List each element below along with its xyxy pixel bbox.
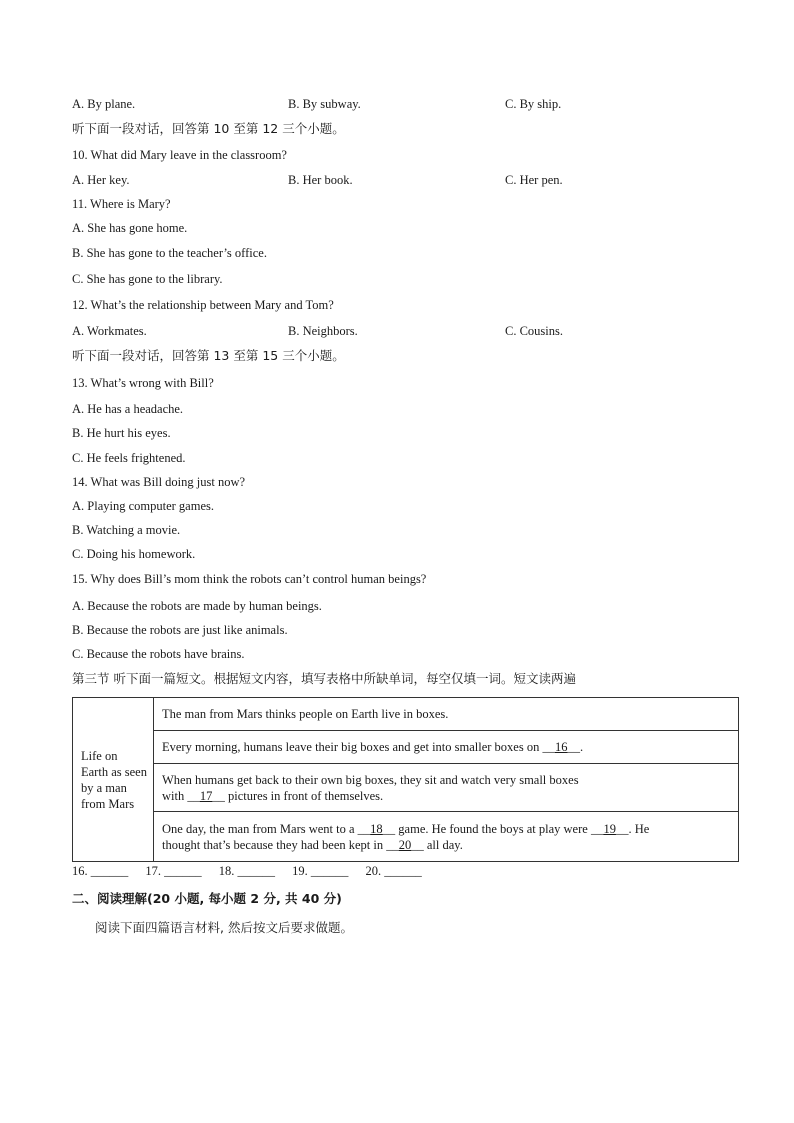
row-4-line-1: One day, the man from Mars went to a __18__ game. He found the boys at play were __19__. He <box>162 821 650 836</box>
question-13: 13. What’s wrong with Bill? <box>72 376 214 390</box>
blank-18[interactable]: 18 <box>370 821 383 836</box>
answer-19[interactable]: 19. ______ <box>292 864 349 878</box>
answer-blanks <box>72 864 436 879</box>
q13-option-b: B. He hurt his eyes. <box>72 426 171 440</box>
option-a: A. By plane. <box>72 97 136 111</box>
q15-option-b: B. Because the robots are just like animals. <box>72 623 288 637</box>
blank-19[interactable]: 19 <box>603 821 616 836</box>
section-3-instruction: 第三节 听下面一篇短文。根据短文内容，填写表格中所缺单词，每空仅填一词。短文读两遍 <box>72 671 576 686</box>
blank-17[interactable]: 17 <box>199 788 213 803</box>
q11-option-b: B. She has gone to the teacher’s office. <box>72 246 267 260</box>
row-3-end: pictures in front of themselves. <box>224 788 384 803</box>
table-row-4 <box>154 812 739 862</box>
q14-option-c: C. Doing his homework. <box>72 547 196 561</box>
q9-options <box>72 96 772 112</box>
answer-17[interactable]: 17. ______ <box>145 864 202 878</box>
instruction-13-15: 听下面一段对话，回答第 13 至第 15 三个小题。 <box>72 348 345 363</box>
option-c: C. Her pen. <box>505 173 563 187</box>
option-b: B. Neighbors. <box>288 324 358 338</box>
part-2-instruction: 阅读下面四篇语言材料, 然后按文后要求做题。 <box>95 920 353 935</box>
blank-16[interactable]: 16 <box>554 740 568 754</box>
q15-option-a: A. Because the robots are made by human beings. <box>72 599 322 613</box>
option-a: A. Workmates. <box>72 324 147 338</box>
row-3-line-2: with __17__ pictures in front of themselves. <box>162 788 384 803</box>
option-a: A. Her key. <box>72 173 130 187</box>
question-10: 10. What did Mary leave in the classroom? <box>72 148 287 162</box>
row-4-line-2: thought that’s because they had been kept in __20__ all day. <box>162 837 463 852</box>
question-14: 14. What was Bill doing just now? <box>72 475 246 489</box>
option-b: B. Her book. <box>288 173 353 187</box>
row-4-end: . He <box>628 821 650 836</box>
table-row-2: Every morning, humans leave their big boxes and get into smaller boxes on __16__. <box>154 731 739 764</box>
q11-option-c: C. She has gone to the library. <box>72 272 223 286</box>
q15-option-c: C. Because the robots have brains. <box>72 647 245 661</box>
q12-options <box>72 323 772 339</box>
question-11: 11. Where is Mary? <box>72 197 171 211</box>
row-4-text: One day, the man from Mars went to a <box>162 821 358 836</box>
answer-18[interactable]: 18. ______ <box>218 864 275 878</box>
row-4-mid: game. He found the boys at play were <box>395 821 591 836</box>
part-2-heading: 二、阅读理解(20 小题, 每小题 2 分, 共 40 分) <box>72 891 342 906</box>
row-3-line-1: When humans get back to their own big boxes, they sit and watch very small boxes <box>162 772 579 787</box>
mars-table <box>72 697 739 862</box>
q13-option-c: C. He feels frightened. <box>72 451 186 465</box>
option-c: C. Cousins. <box>505 324 564 338</box>
row-2-text: Every morning, humans leave their big boxes and get into smaller boxes on <box>162 740 543 754</box>
table-row-3 <box>154 764 739 812</box>
row-2-end: . <box>579 740 584 754</box>
table-side-label: Life on Earth as seen by a man from Mars <box>73 698 154 862</box>
q14-option-a: A. Playing computer games. <box>72 499 214 513</box>
q14-option-b: B. Watching a movie. <box>72 523 181 537</box>
question-12: 12. What’s the relationship between Mary and Tom? <box>72 298 334 312</box>
row-4-line-2-end: all day. <box>423 837 463 852</box>
table-row-1: The man from Mars thinks people on Earth live in boxes. <box>154 698 739 731</box>
question-15: 15. Why does Bill’s mom think the robots can’t control human beings? <box>72 572 427 586</box>
q10-options <box>72 172 772 188</box>
answer-16[interactable]: 16. ______ <box>72 864 129 878</box>
q13-option-a: A. He has a headache. <box>72 402 184 416</box>
blank-20[interactable]: 20 <box>398 837 412 852</box>
instruction-10-12: 听下面一段对话，回答第 10 至第 12 三个小题。 <box>72 121 345 136</box>
option-c: C. By ship. <box>505 97 562 111</box>
option-b: B. By subway. <box>288 97 361 111</box>
row-3-text: with <box>162 788 188 803</box>
answer-20[interactable]: 20. ______ <box>365 864 422 878</box>
row-4-line-2-text: thought that’s because they had been kept in <box>162 837 387 852</box>
q11-option-a: A. She has gone home. <box>72 221 188 235</box>
